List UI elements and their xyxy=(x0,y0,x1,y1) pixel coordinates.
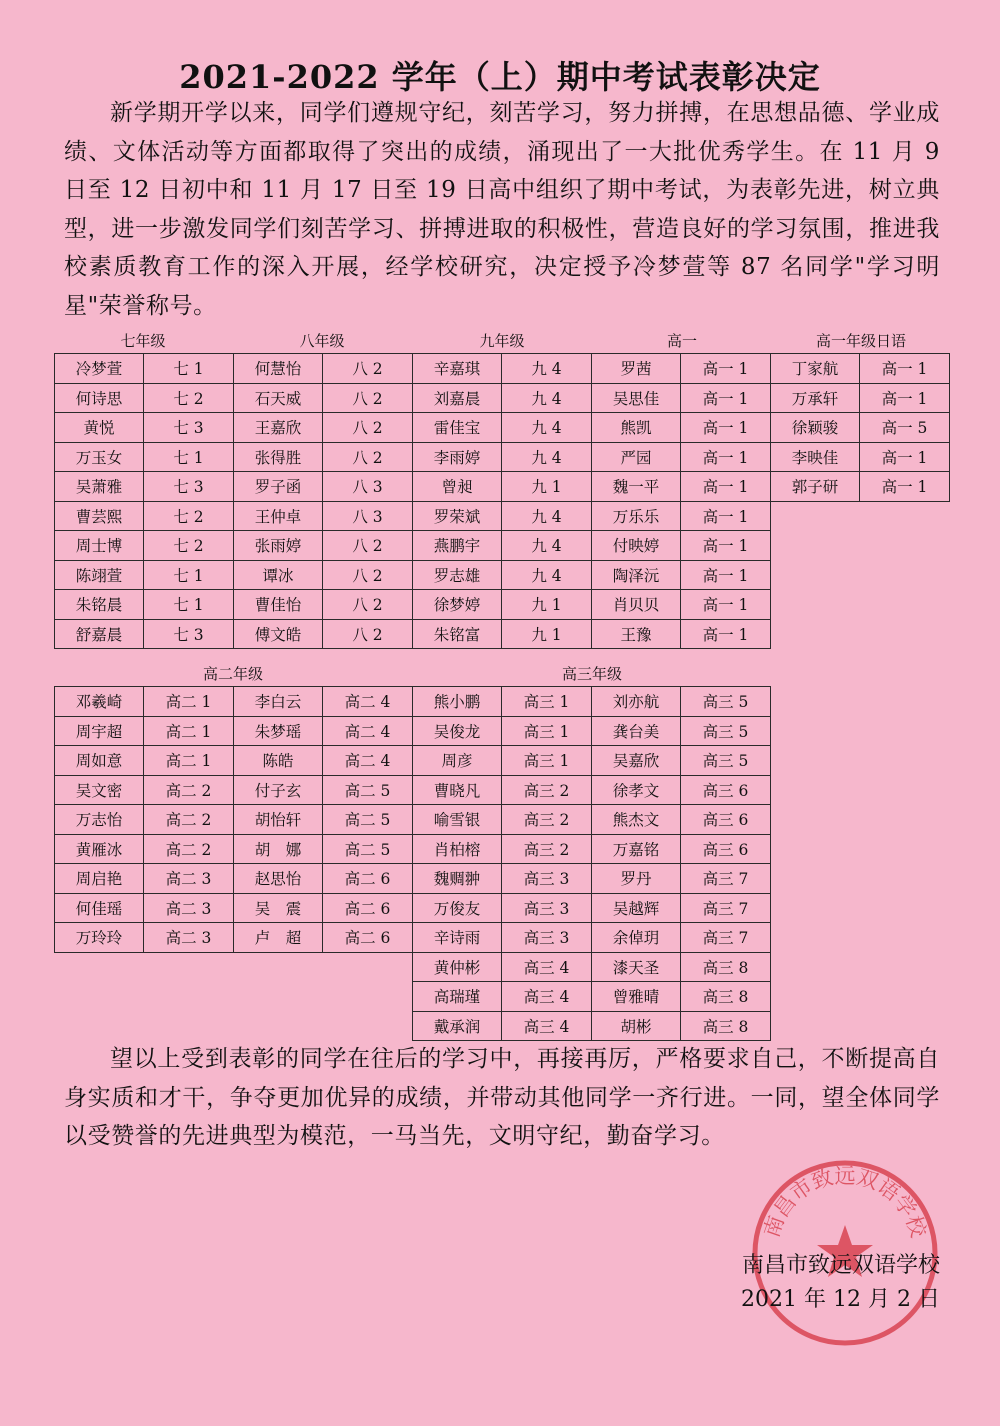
class-cell xyxy=(860,501,950,531)
class-cell: 高二 5 xyxy=(323,805,413,835)
school-name: 南昌市致远双语学校 xyxy=(741,1253,940,1278)
class-cell: 九 4 xyxy=(502,531,592,561)
class-cell: 高二 5 xyxy=(323,775,413,805)
student-name-cell: 吴萧雅 xyxy=(55,472,144,502)
student-name-cell: 曹佳怡 xyxy=(234,590,323,620)
class-cell: 七 2 xyxy=(144,501,234,531)
student-name-cell: 罗子函 xyxy=(234,472,323,502)
student-name-cell: 周彦 xyxy=(413,746,502,776)
student-name-cell: 陶泽沅 xyxy=(592,560,681,590)
class-cell: 八 3 xyxy=(323,472,413,502)
class-cell: 九 1 xyxy=(502,590,592,620)
class-cell: 高一 1 xyxy=(681,354,771,384)
table-row xyxy=(55,590,950,620)
table-row xyxy=(55,619,950,649)
issue-date: 2021 年 12 月 2 日 xyxy=(741,1287,940,1312)
svg-text:南昌市致远双语学校: 南昌市致远双语学校 xyxy=(759,1164,931,1241)
student-name-cell: 魏一平 xyxy=(592,472,681,502)
class-cell: 高一 1 xyxy=(681,472,771,502)
student-name-cell xyxy=(55,952,144,982)
class-cell: 九 4 xyxy=(502,442,592,472)
table-row xyxy=(55,805,771,835)
student-name-cell xyxy=(771,590,860,620)
class-cell: 高二 1 xyxy=(144,716,234,746)
class-cell: 八 2 xyxy=(323,413,413,443)
student-name-cell: 陈翊萱 xyxy=(55,560,144,590)
class-cell xyxy=(144,952,234,982)
student-name-cell: 万玉女 xyxy=(55,442,144,472)
class-cell xyxy=(144,1011,234,1041)
student-name-cell: 罗荣斌 xyxy=(413,501,502,531)
class-cell: 高一 1 xyxy=(681,442,771,472)
group-label: 高一年级日语 xyxy=(815,332,906,350)
class-cell xyxy=(323,952,413,982)
intro-paragraph: 新学期开学以来，同学们遵规守纪，刻苦学习，努力拼搏，在思想品德、学业成绩、文体活动等方面都取得了突出的成绩，涌现出了一大批优秀学生。在 11 月 9 日至 12 日初中和 11 月 17 日至 19 日高中组织了期中考试，为表彰先进，树立典型，进一步激发同学们刻苦学习、拼搏进取的积极性，营造良好的学习氛围，推进我校素质教育工作的深入开展，经学校研究，决定授予冷梦萱等 87 名同学"学习明星"荣誉称号。 xyxy=(64,100,940,319)
student-name-cell: 陈皓 xyxy=(234,746,323,776)
student-name-cell: 魏赒翀 xyxy=(413,864,502,894)
student-name-cell: 刘亦航 xyxy=(592,687,681,717)
group-label: 高二年级 xyxy=(202,665,263,683)
class-cell: 高三 3 xyxy=(502,864,592,894)
class-cell: 高二 1 xyxy=(144,687,234,717)
student-name-cell: 李雨婷 xyxy=(413,442,502,472)
class-cell xyxy=(860,619,950,649)
class-cell: 高一 1 xyxy=(681,560,771,590)
student-name-cell: 辛嘉琪 xyxy=(413,354,502,384)
student-name-cell: 周启艳 xyxy=(55,864,144,894)
class-cell: 高三 3 xyxy=(502,893,592,923)
table-row xyxy=(55,442,950,472)
student-name-cell: 吴嘉欣 xyxy=(592,746,681,776)
class-cell: 高一 5 xyxy=(860,413,950,443)
student-name-cell: 高瑞瑾 xyxy=(413,982,502,1012)
student-name-cell: 辛诗雨 xyxy=(413,923,502,953)
student-name-cell xyxy=(234,982,323,1012)
student-name-cell: 黄雁冰 xyxy=(55,834,144,864)
table-row xyxy=(55,864,771,894)
student-name-cell: 朱铭晨 xyxy=(55,590,144,620)
class-cell: 高二 3 xyxy=(144,864,234,894)
student-name-cell: 曹芸熙 xyxy=(55,501,144,531)
table-row xyxy=(55,1011,771,1041)
student-name-cell: 卢 超 xyxy=(234,923,323,953)
class-cell: 八 2 xyxy=(323,442,413,472)
student-name-cell: 刘嘉晨 xyxy=(413,383,502,413)
table-row xyxy=(55,560,950,590)
student-name-cell xyxy=(771,531,860,561)
student-name-cell: 冷梦萱 xyxy=(55,354,144,384)
table-row xyxy=(55,354,950,384)
student-name-cell: 丁家航 xyxy=(771,354,860,384)
student-name-cell: 万嘉铭 xyxy=(592,834,681,864)
class-cell: 高二 2 xyxy=(144,805,234,835)
document-title: 2021-2022 学年（上）期中考试表彰决定 xyxy=(179,58,821,96)
student-name-cell: 万玲玲 xyxy=(55,923,144,953)
class-cell: 高一 1 xyxy=(860,383,950,413)
class-cell: 高一 1 xyxy=(681,383,771,413)
student-name-cell: 付子玄 xyxy=(234,775,323,805)
student-name-cell: 吴越辉 xyxy=(592,893,681,923)
honor-table-1 xyxy=(54,353,950,649)
class-cell: 七 3 xyxy=(144,413,234,443)
student-name-cell: 张雨婷 xyxy=(234,531,323,561)
student-name-cell: 王豫 xyxy=(592,619,681,649)
class-cell: 高三 2 xyxy=(502,805,592,835)
class-cell: 高三 4 xyxy=(502,982,592,1012)
class-cell: 七 2 xyxy=(144,383,234,413)
class-cell xyxy=(860,531,950,561)
class-cell: 八 2 xyxy=(323,383,413,413)
student-name-cell: 徐孝文 xyxy=(592,775,681,805)
student-name-cell: 郭子研 xyxy=(771,472,860,502)
student-name-cell: 周宇超 xyxy=(55,716,144,746)
table-row xyxy=(55,413,950,443)
class-cell: 高三 7 xyxy=(681,923,771,953)
class-cell xyxy=(323,982,413,1012)
student-name-cell: 黄悦 xyxy=(55,413,144,443)
student-name-cell: 胡 娜 xyxy=(234,834,323,864)
student-name-cell xyxy=(55,982,144,1012)
class-cell: 高一 1 xyxy=(681,531,771,561)
class-cell xyxy=(860,590,950,620)
student-name-cell: 罗茜 xyxy=(592,354,681,384)
class-cell: 高三 1 xyxy=(502,687,592,717)
table-row xyxy=(55,472,950,502)
class-cell: 高三 8 xyxy=(681,1011,771,1041)
table-row xyxy=(55,383,950,413)
student-name-cell: 李白云 xyxy=(234,687,323,717)
class-cell: 高三 5 xyxy=(681,746,771,776)
student-name-cell: 余倬玥 xyxy=(592,923,681,953)
student-name-cell: 戴承润 xyxy=(413,1011,502,1041)
student-name-cell: 周如意 xyxy=(55,746,144,776)
student-name-cell: 胡怡轩 xyxy=(234,805,323,835)
student-name-cell: 黄仲彬 xyxy=(413,952,502,982)
student-name-cell: 万乐乐 xyxy=(592,501,681,531)
student-name-cell: 罗志雄 xyxy=(413,560,502,590)
class-cell: 七 3 xyxy=(144,472,234,502)
class-cell: 八 2 xyxy=(323,354,413,384)
table-row xyxy=(55,716,771,746)
student-name-cell: 肖柏榕 xyxy=(413,834,502,864)
class-cell: 高二 4 xyxy=(323,716,413,746)
student-name-cell: 邓羲崎 xyxy=(55,687,144,717)
student-name-cell: 熊凯 xyxy=(592,413,681,443)
class-cell: 高三 8 xyxy=(681,952,771,982)
table-row xyxy=(55,893,771,923)
student-name-cell: 万承轩 xyxy=(771,383,860,413)
class-cell xyxy=(860,560,950,590)
honor-table-2 xyxy=(54,686,771,1041)
group-label: 七年级 xyxy=(120,332,166,350)
class-cell: 高三 8 xyxy=(681,982,771,1012)
class-cell: 高二 4 xyxy=(323,687,413,717)
student-name-cell: 朱梦瑶 xyxy=(234,716,323,746)
student-name-cell: 熊杰文 xyxy=(592,805,681,835)
student-name-cell xyxy=(771,560,860,590)
class-cell: 高三 2 xyxy=(502,834,592,864)
student-name-cell xyxy=(234,952,323,982)
student-name-cell: 胡彬 xyxy=(592,1011,681,1041)
student-name-cell: 燕鹏宇 xyxy=(413,531,502,561)
class-cell: 九 4 xyxy=(502,560,592,590)
class-cell: 七 2 xyxy=(144,531,234,561)
student-name-cell: 李映佳 xyxy=(771,442,860,472)
class-cell: 高三 7 xyxy=(681,864,771,894)
group-label: 八年级 xyxy=(299,332,345,350)
student-name-cell: 漆天圣 xyxy=(592,952,681,982)
class-cell: 八 2 xyxy=(323,619,413,649)
class-cell: 高三 3 xyxy=(502,923,592,953)
table-row xyxy=(55,531,950,561)
class-cell: 八 2 xyxy=(323,531,413,561)
class-cell: 高三 6 xyxy=(681,775,771,805)
class-cell: 高三 5 xyxy=(681,687,771,717)
student-name-cell xyxy=(771,619,860,649)
class-cell: 八 2 xyxy=(323,560,413,590)
student-name-cell: 肖贝贝 xyxy=(592,590,681,620)
table-row xyxy=(55,982,771,1012)
student-name-cell: 罗丹 xyxy=(592,864,681,894)
student-name-cell: 严园 xyxy=(592,442,681,472)
class-cell: 高二 5 xyxy=(323,834,413,864)
student-name-cell: 龚台美 xyxy=(592,716,681,746)
student-name-cell: 王嘉欣 xyxy=(234,413,323,443)
class-cell: 高二 6 xyxy=(323,893,413,923)
class-cell: 高一 1 xyxy=(681,501,771,531)
student-name-cell: 曾雅晴 xyxy=(592,982,681,1012)
student-name-cell: 喻雪银 xyxy=(413,805,502,835)
class-cell: 九 1 xyxy=(502,472,592,502)
class-cell xyxy=(144,982,234,1012)
class-cell: 高二 6 xyxy=(323,864,413,894)
student-name-cell: 朱铭富 xyxy=(413,619,502,649)
group-label: 高一 xyxy=(666,332,697,350)
student-name-cell: 雷佳宝 xyxy=(413,413,502,443)
table-row xyxy=(55,501,950,531)
student-name-cell: 赵思怡 xyxy=(234,864,323,894)
class-cell: 高二 2 xyxy=(144,775,234,805)
class-cell: 九 4 xyxy=(502,413,592,443)
student-name-cell: 何诗思 xyxy=(55,383,144,413)
table-row xyxy=(55,952,771,982)
student-name-cell: 徐梦婷 xyxy=(413,590,502,620)
class-cell: 高三 5 xyxy=(681,716,771,746)
class-cell: 九 4 xyxy=(502,354,592,384)
class-cell: 高二 6 xyxy=(323,923,413,953)
student-name-cell: 万志怡 xyxy=(55,805,144,835)
student-name-cell: 曹晓凡 xyxy=(413,775,502,805)
table-row xyxy=(55,687,771,717)
class-cell: 高三 4 xyxy=(502,952,592,982)
class-cell: 高一 1 xyxy=(860,442,950,472)
table1-group-labels xyxy=(54,330,950,352)
class-cell: 高一 1 xyxy=(681,413,771,443)
student-name-cell xyxy=(55,1011,144,1041)
class-cell: 七 1 xyxy=(144,354,234,384)
student-name-cell: 舒嘉晨 xyxy=(55,619,144,649)
class-cell: 九 4 xyxy=(502,383,592,413)
class-cell: 高二 3 xyxy=(144,893,234,923)
table-row xyxy=(55,834,771,864)
student-name-cell: 王仲卓 xyxy=(234,501,323,531)
class-cell: 七 1 xyxy=(144,590,234,620)
student-name-cell: 何佳瑶 xyxy=(55,893,144,923)
student-name-cell: 吴俊龙 xyxy=(413,716,502,746)
class-cell: 高一 1 xyxy=(860,472,950,502)
class-cell: 七 1 xyxy=(144,560,234,590)
class-cell: 高二 3 xyxy=(144,923,234,953)
group-label: 九年级 xyxy=(479,332,525,350)
class-cell: 九 4 xyxy=(502,501,592,531)
class-cell: 八 2 xyxy=(323,590,413,620)
student-name-cell: 万俊友 xyxy=(413,893,502,923)
class-cell: 七 1 xyxy=(144,442,234,472)
class-cell: 八 3 xyxy=(323,501,413,531)
class-cell: 高一 1 xyxy=(681,590,771,620)
class-cell: 高三 7 xyxy=(681,893,771,923)
closing-paragraph: 望以上受到表彰的同学在往后的学习中，再接再厉，严格要求自己，不断提高自身实质和才干，争夺更加优异的成绩，并带动其他同学一齐行进。一同，望全体同学以受赞誉的先进典型为模范，一马当先，文明守纪，勤奋学习。 xyxy=(64,1046,940,1149)
class-cell: 高二 4 xyxy=(323,746,413,776)
student-name-cell: 徐颖骏 xyxy=(771,413,860,443)
student-name-cell: 吴 震 xyxy=(234,893,323,923)
class-cell: 高三 6 xyxy=(681,805,771,835)
student-name-cell: 石天威 xyxy=(234,383,323,413)
table-row xyxy=(55,775,771,805)
student-name-cell: 吴文密 xyxy=(55,775,144,805)
table2-group-labels xyxy=(54,663,950,685)
student-name-cell: 傅文皓 xyxy=(234,619,323,649)
class-cell: 高三 1 xyxy=(502,746,592,776)
class-cell: 高一 1 xyxy=(860,354,950,384)
table-row xyxy=(55,923,771,953)
class-cell: 高三 6 xyxy=(681,834,771,864)
class-cell: 高三 2 xyxy=(502,775,592,805)
student-name-cell: 谭冰 xyxy=(234,560,323,590)
student-name-cell: 周士博 xyxy=(55,531,144,561)
class-cell: 高二 2 xyxy=(144,834,234,864)
student-name-cell: 何慧怡 xyxy=(234,354,323,384)
table-row xyxy=(55,746,771,776)
student-name-cell: 熊小鹏 xyxy=(413,687,502,717)
student-name-cell: 张得胜 xyxy=(234,442,323,472)
student-name-cell: 曾昶 xyxy=(413,472,502,502)
class-cell: 九 1 xyxy=(502,619,592,649)
class-cell: 七 3 xyxy=(144,619,234,649)
student-name-cell xyxy=(234,1011,323,1041)
class-cell xyxy=(323,1011,413,1041)
class-cell: 高三 1 xyxy=(502,716,592,746)
class-cell: 高一 1 xyxy=(681,619,771,649)
student-name-cell: 付映婷 xyxy=(592,531,681,561)
student-name-cell: 吴思佳 xyxy=(592,383,681,413)
class-cell: 高二 1 xyxy=(144,746,234,776)
student-name-cell xyxy=(771,501,860,531)
class-cell: 高三 4 xyxy=(502,1011,592,1041)
group-label: 高三年级 xyxy=(561,665,622,683)
